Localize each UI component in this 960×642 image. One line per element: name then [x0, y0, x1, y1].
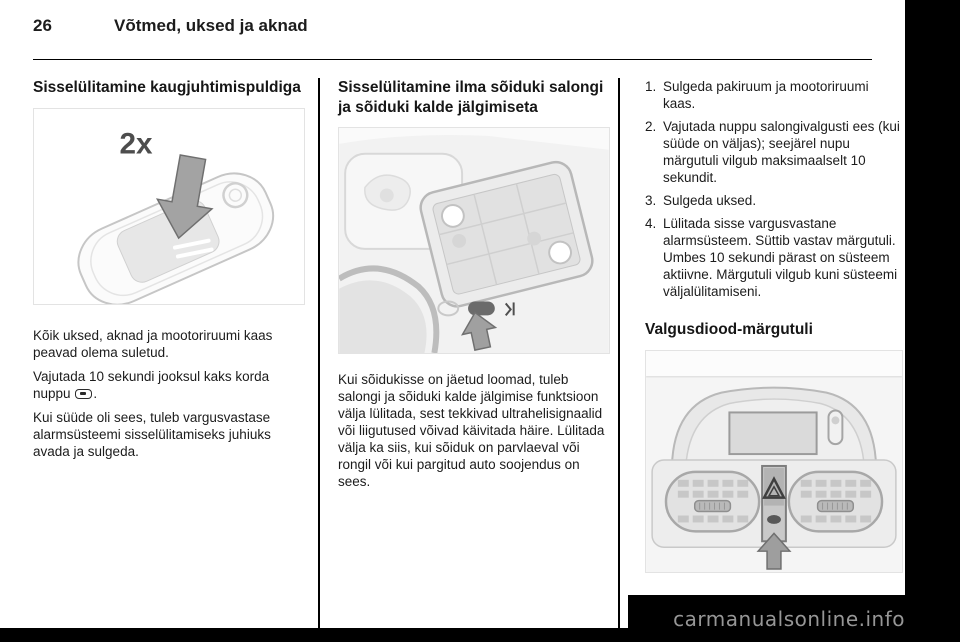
- watermark-bar: [628, 595, 960, 642]
- key-fob-figure: [33, 108, 305, 305]
- step-item: 2. Vajutada nuppu salongivalgusti ees (kui süüde on väljas); seejärel nupu märgutuli vilgub maksimaalselt 10 sekundit.: [645, 119, 900, 185]
- column-right: [645, 78, 903, 628]
- hazard-button-strip: [762, 466, 786, 541]
- press-twice-label: 2x: [119, 127, 153, 161]
- chapter-title: Võtmed, uksed ja aknad: [114, 16, 308, 35]
- page-number: 26: [33, 16, 52, 35]
- step-number: 3.: [645, 193, 657, 208]
- step-number: 4.: [645, 216, 657, 231]
- step-item: 3. Sulgeda uksed.: [645, 193, 757, 208]
- step-item: 1. Sulgeda pakiruum ja mootoriruumi kaas.: [645, 79, 869, 111]
- column-left: [33, 78, 305, 628]
- air-vent-right: [789, 472, 882, 531]
- paragraph-ignition-on: Kui süüde oli sees, tuleb vargusvastase alarmsüsteemi sisselülitamiseks juhiuks avada ja sulgeda.: [33, 410, 271, 459]
- column-middle: [338, 78, 610, 628]
- step-number: 1.: [645, 79, 657, 94]
- column-divider: [318, 78, 320, 628]
- section-heading-no-monitoring: Sisselülitamine ilma sõiduki salongi ja sõiduki kalde jälgimiseta: [338, 79, 604, 116]
- step-number: 2.: [645, 119, 657, 134]
- watermark-text: carmanualsonline.info: [673, 606, 905, 631]
- remote-lock-button-icon: [75, 389, 92, 399]
- paragraph-doors-closed: Kõik uksed, aknad ja mootoriruumi kaas peavad olema suletud.: [33, 328, 273, 360]
- column-divider: [618, 78, 620, 628]
- section-heading-led-indicator: Valgusdiood-märgutuli: [645, 321, 813, 338]
- paragraph-press-button: Vajutada 10 sekundi jooksul kaks korda nuppu .: [33, 369, 270, 401]
- activation-steps-list: [645, 78, 903, 300]
- led-indicator: [767, 515, 781, 524]
- dashboard-figure: [645, 350, 903, 573]
- interior-light-figure: [338, 127, 610, 354]
- dashboard-drawing: [646, 351, 902, 572]
- interior-light-drawing: [339, 128, 609, 353]
- display-screen: [729, 412, 816, 454]
- section-heading-remote-activation: Sisselülitamine kaugjuhtimispuldiga: [33, 79, 301, 96]
- header-rule: [33, 59, 872, 60]
- step-item: 4. Lülitada sisse vargusvastane alarmsüsteem. Süttib vastav märgutuli. Umbes 10 sekundi pärast on süsteem aktiivne. Märgutuli vilgub kuni süsteemi väljalülitamiseni.: [645, 216, 898, 299]
- monitoring-off-button: [468, 301, 495, 315]
- air-vent-left: [666, 472, 759, 531]
- paragraph-animals-warning: Kui sõidukisse on jäetud loomad, tuleb salongi ja sõiduki kalde jälgimise funktsioon välja lülitada, sest tekkivad ultrahelisignaalid või liigutused võivad käivitada häire. Lülitada välja ka siis, kui sõiduk on parvlaeval või rongil või kui pargitud auto soojendus on sees.: [338, 372, 605, 489]
- key-fob-drawing: [34, 109, 304, 304]
